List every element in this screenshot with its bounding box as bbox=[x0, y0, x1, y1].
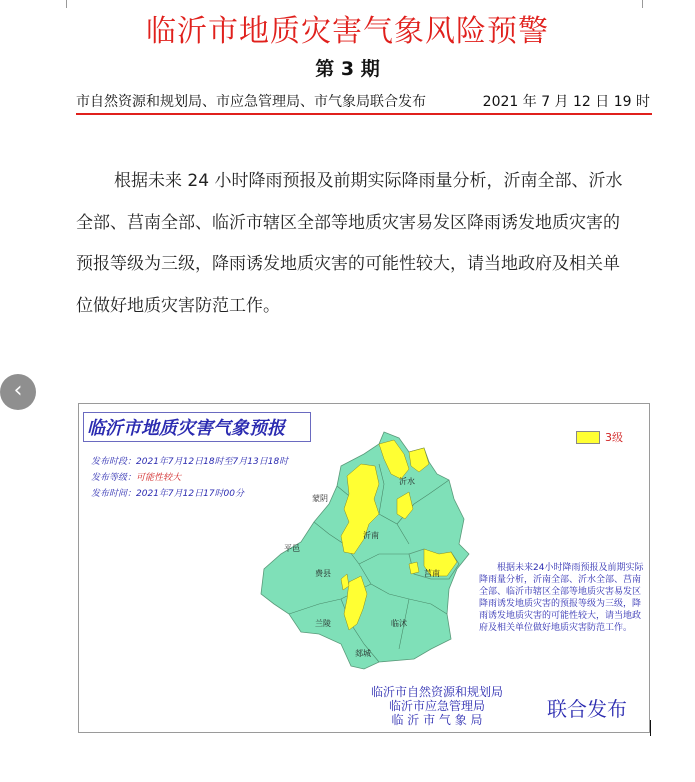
map-time bbox=[91, 486, 244, 499]
map-time-value: 2021年7月12日17时00分 bbox=[136, 489, 245, 499]
map-level bbox=[91, 470, 181, 483]
map-period-label: 发布时段： bbox=[91, 457, 137, 467]
map-level-value: 可能性较大 bbox=[136, 473, 182, 483]
county-label-feixian: 费县 bbox=[315, 569, 331, 578]
issue-number: 第 3 期 bbox=[315, 58, 380, 80]
issuer-line: 临沂市应急管理局 bbox=[389, 699, 486, 713]
text-cursor bbox=[650, 720, 651, 736]
map-note: 根据未来24小时降雨预报及前期实际降雨量分析，沂南全部、沂水全部、莒南全部、临沂市辖区全部等地质灾害易发区降雨诱发地质灾害的预报等级为三级，降雨诱发地质灾害的可能性较大，请当地政府及相关单位做好地质灾害防范工作。 bbox=[479, 563, 644, 633]
red-divider bbox=[76, 113, 652, 115]
county-label-yishui: 沂水 bbox=[399, 477, 415, 486]
county-label-tancheng: 郯城 bbox=[355, 649, 371, 658]
county-label-mengyin: 蒙阴 bbox=[312, 494, 328, 503]
legend-swatch bbox=[576, 431, 600, 444]
map-time-label: 发布时间： bbox=[91, 489, 137, 499]
map-period-value: 2021年7月12日18时至7月13日18时 bbox=[136, 457, 289, 467]
joint-release-label: 联合发布 bbox=[547, 697, 627, 721]
issuer-line: 临沂市自然资源和规划局 bbox=[371, 685, 504, 699]
map-issuers bbox=[371, 685, 503, 727]
county-label-pingyi: 平邑 bbox=[284, 544, 300, 553]
county-label-yinan: 沂南 bbox=[363, 531, 379, 540]
body-paragraph: 根据未来 24 小时降雨预报及前期实际降雨量分析，沂南全部、沂水全部、莒南全部、临沂市辖区全部等地质灾害易发区降雨诱发地质灾害的预报等级为三级，降雨诱发地质灾害的可能性较大，请当地政府及相关单位做好地质灾害防范工作。 bbox=[76, 171, 623, 316]
chevron-left-icon: ‹ bbox=[13, 378, 23, 403]
publishers: 市自然资源和规划局、市应急管理局、市气象局联合发布 bbox=[76, 94, 426, 110]
issuer-line: 临 沂 市 气 象 局 bbox=[391, 713, 483, 727]
document-title: 临沂市地质灾害气象风险预警 bbox=[146, 14, 549, 49]
county-label-lanling: 兰陵 bbox=[315, 619, 331, 628]
forecast-map-image bbox=[78, 403, 650, 733]
map-title: 临沂市地质灾害气象预报 bbox=[87, 418, 285, 439]
publisher-line bbox=[76, 91, 652, 111]
map-level-label: 发布等级： bbox=[91, 473, 137, 483]
county-label-linshu: 临沭 bbox=[391, 619, 407, 628]
legend-label: 3级 bbox=[605, 431, 623, 444]
issue-time: 2021 年 7 月 12 日 19 时 bbox=[482, 94, 650, 110]
map-period bbox=[91, 454, 288, 467]
prev-button[interactable] bbox=[0, 374, 36, 410]
county-label-junan: 莒南 bbox=[424, 569, 440, 578]
